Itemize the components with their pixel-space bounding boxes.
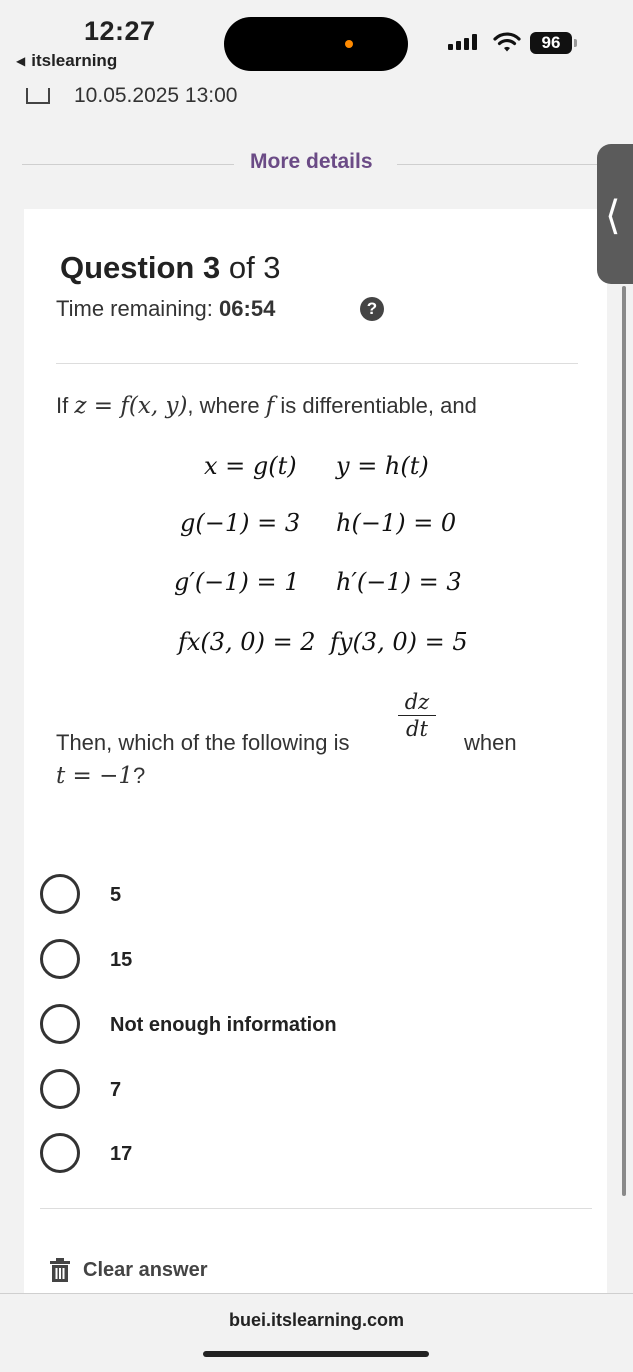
equation-x: x = g(t) (204, 452, 297, 480)
cellular-signal-icon (448, 32, 482, 54)
answer-option[interactable] (38, 872, 558, 922)
equation-g-prime: g′(−1) = 1 (174, 568, 300, 596)
fraction-denominator: dt (406, 717, 428, 741)
time-remaining-value: 06:54 (219, 296, 276, 321)
battery-indicator: 96 (530, 32, 572, 54)
status-bar (0, 0, 633, 80)
help-icon[interactable]: ? (360, 297, 384, 321)
question-total: of 3 (228, 250, 281, 285)
answer-option-label: Not enough information (110, 1014, 337, 1036)
z-definition: z = f(x, y) (74, 393, 188, 419)
prompt-t-value: t = −1? (56, 763, 146, 789)
clear-answer-label: Clear answer (83, 1259, 208, 1281)
intro-differentiable: is differentiable, and (280, 393, 477, 418)
back-app-label: itslearning (31, 51, 118, 70)
answer-option-label: 5 (110, 884, 122, 906)
t-value: t = −1 (56, 763, 134, 789)
radio-button[interactable] (40, 1004, 80, 1044)
equation-fy: fy(3, 0) = 5 (330, 628, 468, 656)
equation-g-value: g(−1) = 3 (180, 509, 301, 537)
answer-option[interactable] (38, 1067, 558, 1117)
question-number: 3 (202, 250, 221, 285)
radio-button[interactable] (40, 874, 80, 914)
scrollbar[interactable] (622, 286, 626, 1196)
home-indicator[interactable] (203, 1351, 429, 1357)
browser-bottom-bar (0, 1293, 633, 1372)
status-time: 12:27 (84, 16, 156, 46)
radio-button[interactable] (40, 939, 80, 979)
radio-button[interactable] (40, 1133, 80, 1173)
options-divider (40, 1208, 592, 1209)
answer-option[interactable] (38, 1002, 558, 1052)
address-bar-url[interactable]: buei.itslearning.com (228, 1310, 405, 1330)
wifi-icon (493, 31, 521, 53)
fraction-numerator: dz (398, 690, 436, 716)
intro-if: If (56, 393, 69, 418)
back-to-app-link[interactable] (16, 51, 117, 71)
time-remaining (56, 296, 275, 322)
question-label: Question (60, 250, 195, 285)
trash-icon (48, 1257, 72, 1283)
question-prompt: Then, which of the following is (56, 730, 350, 755)
intro-where: , where (187, 393, 260, 418)
chevron-left-icon: ⟨ (605, 194, 621, 238)
privacy-indicator-dot (345, 40, 353, 48)
calendar-icon (26, 88, 50, 104)
header-divider (56, 363, 578, 364)
answer-option-label: 7 (110, 1079, 122, 1101)
divider-left (22, 164, 234, 165)
back-arrow-icon: ◀ (16, 54, 26, 68)
answer-option[interactable] (38, 1131, 558, 1181)
question-header (60, 250, 281, 286)
answer-option-label: 17 (110, 1143, 133, 1165)
prompt-when: when (464, 730, 517, 755)
radio-button[interactable] (40, 1069, 80, 1109)
answer-option[interactable] (38, 937, 558, 987)
answer-option-label: 15 (110, 949, 133, 971)
equation-fx: fx(3, 0) = 2 (178, 628, 316, 656)
equation-h-value: h(−1) = 0 (336, 509, 457, 537)
question-intro (56, 393, 477, 419)
time-remaining-label: Time remaining: (56, 296, 213, 321)
equation-h-prime: h′(−1) = 3 (336, 568, 462, 596)
equation-y: y = h(t) (336, 452, 429, 480)
derivative-fraction (398, 690, 436, 741)
due-date: 10.05.2025 13:00 (74, 84, 238, 107)
function-f: f (265, 393, 275, 419)
side-panel-toggle[interactable] (597, 144, 633, 284)
dynamic-island (224, 17, 408, 71)
more-details-link[interactable]: More details (250, 150, 373, 173)
